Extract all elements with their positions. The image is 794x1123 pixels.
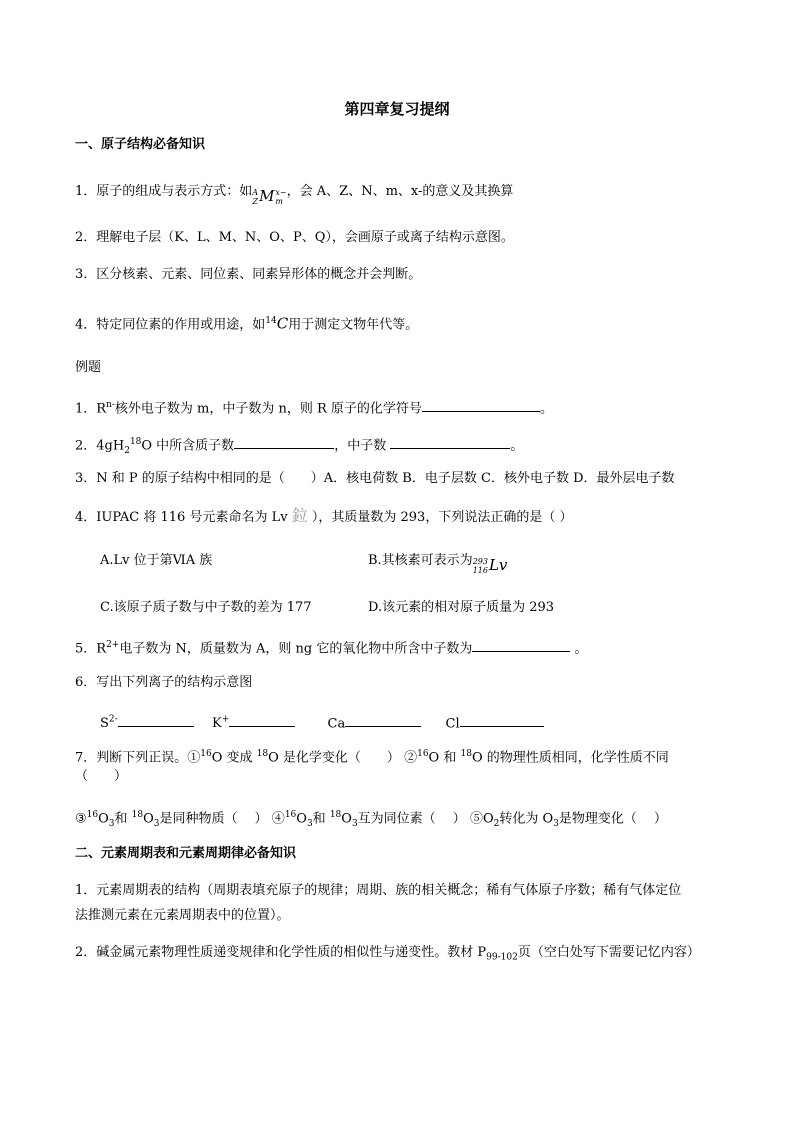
q5-end: 。 — [570, 641, 588, 657]
item1-post: ，会 A、Z、N、m、x-的意义及其换算 — [286, 184, 514, 199]
lv-atomic-number: 116 — [472, 566, 488, 575]
q7-circled-1: ① — [187, 750, 201, 766]
section2-heading: 二、元素周期表和元素周期律必备知识 — [75, 846, 297, 861]
example-q7-line1 — [75, 745, 734, 767]
examples-label: 例题 — [75, 360, 102, 375]
q7-t1: O 变成 — [211, 750, 257, 766]
item2-post: 页（空白处写下需要记忆内容） — [517, 945, 700, 960]
q7-t2: O 和 — [428, 750, 461, 766]
lv-mass: 293 — [472, 557, 488, 566]
ion-cl-label: Cl — [445, 716, 460, 732]
q7-s2b: 18 — [460, 749, 472, 759]
ion-s-blank[interactable] — [118, 713, 194, 727]
item2-pre: 2．碱金属元素物理性质递变规律和化学性质的相似性与递变性。教材 P — [75, 945, 487, 960]
q7-t5c: 是物理变化（ ） — [558, 811, 668, 827]
q7-s4s: 3 — [306, 818, 313, 829]
q7-s1b: 18 — [256, 749, 269, 759]
q7-t3b: 和 — [114, 811, 132, 827]
ion-ca-label: Ca — [327, 716, 346, 732]
example-q3: 3．N 和 P 的原子结构中相同的是（ ）A．核电荷数 B．电子层数 C．核外电子数 D．最外层电子数 — [75, 471, 675, 486]
q7-circled-2: ② — [404, 750, 418, 766]
example-q7-line3 — [75, 806, 734, 833]
q7-circled-5: ⑤ — [469, 811, 483, 827]
element-symbol: M — [259, 187, 275, 205]
section1-item1 — [75, 183, 734, 206]
example-q1 — [75, 396, 734, 418]
ion-s — [100, 716, 118, 731]
q1-pre: 1．R — [75, 401, 107, 417]
q2-sup: 18 — [129, 437, 142, 447]
atom-count: m — [275, 197, 284, 206]
q4-pre: 4．IUPAC 将 116 号元素命名为 Lv — [75, 510, 288, 525]
q2-neutron-blank[interactable] — [390, 435, 510, 449]
example-q4 — [75, 507, 734, 527]
q7-t2b: O 的物理性质相同，化学性质不同 — [471, 750, 669, 766]
q7-s4s2: 3 — [351, 818, 358, 829]
charge: x− — [275, 188, 287, 197]
section1-item4 — [75, 312, 734, 334]
q7-s3b: 18 — [131, 810, 144, 820]
q5-answer-blank[interactable] — [472, 638, 570, 652]
item4-text: 4．特定同位素的作用或用途，如 — [75, 317, 266, 333]
q4-option-a: A.Lv 位于第ⅥA 族 — [100, 553, 213, 568]
section2-item2 — [75, 944, 734, 967]
nuclide-formula — [252, 187, 286, 206]
example-q2 — [75, 433, 734, 460]
q5-pre: 5．R — [75, 641, 107, 657]
ion-k-label: K — [211, 716, 222, 732]
q7-t3: O — [98, 811, 109, 827]
q4-option-b — [368, 552, 734, 575]
ion-k-charge: + — [221, 715, 230, 725]
q7-circled-3: ③ — [75, 811, 87, 827]
q7-t3c: O — [143, 811, 154, 827]
q1-text: 核外电子数为 m，中子数为 n，则 R 原子的化学符号 — [114, 401, 422, 417]
section1-item2: 2．理解电子层（K、L、M、N、O、P、Q），会画原子或离子结构示意图。 — [75, 230, 514, 245]
item1-text: 1．原子的组成与表示方式：如 — [75, 184, 253, 199]
q4-post: ），其质量数为 293，下列说法正确的是（ ） — [311, 510, 573, 525]
q1-answer-blank[interactable] — [422, 398, 540, 412]
lv-character: 鉝 — [291, 506, 308, 525]
q7-t5b: 转化为 O — [499, 811, 554, 827]
c14-symbol: C — [276, 314, 289, 333]
q7-s3s: 3 — [108, 818, 115, 829]
q7-t5: O — [482, 811, 494, 827]
q7-t4: O — [296, 811, 307, 827]
q2-sub: 2 — [124, 445, 130, 456]
section1-item3: 3．区分核素、元素、同位素、同素异形体的概念并会判断。 — [75, 267, 422, 282]
atomic-number: Z — [252, 197, 259, 206]
q7-s5s: 2 — [493, 818, 500, 829]
q1-sup: n- — [106, 400, 115, 410]
lv-nuclide — [473, 556, 508, 575]
section1-heading: 一、原子结构必备知识 — [75, 137, 206, 152]
c14-mass: 14 — [265, 316, 277, 326]
example-q5 — [75, 636, 734, 658]
q2-mid2: ，中子数 — [334, 438, 391, 454]
page-title: 第四章复习提纲 — [344, 100, 450, 118]
q2-proton-blank[interactable] — [234, 435, 334, 449]
q7-s3s2: 3 — [153, 818, 160, 829]
ion-ca-blank[interactable] — [345, 713, 421, 727]
q7-s2a: 16 — [417, 749, 429, 759]
q2-mid: O 中所含质子数 — [141, 438, 235, 454]
example-q7-line2: （ ） — [75, 769, 128, 784]
q5-sup: 2+ — [106, 640, 120, 650]
q7-pre: 7．判断下列正误。 — [75, 750, 188, 766]
q7-t1b: O 是化学变化（ ） — [268, 750, 400, 766]
ion-s-charge: 2- — [108, 715, 118, 725]
q7-t4c: O — [341, 811, 352, 827]
lv-symbol: Lv — [488, 556, 508, 574]
ion-k-blank[interactable] — [229, 713, 295, 727]
q2-pre: 2．4gH — [75, 438, 125, 454]
q7-s3a: 16 — [86, 810, 99, 820]
q4-option-c: C.该原子质子数与中子数的差为 177 — [100, 600, 312, 615]
q7-s5s2: 3 — [553, 818, 559, 829]
section2-item1-line1: 1．元素周期表的结构（周期表填充原子的规律；周期、族的相关概念；稀有气体原子序数；稀有气体定位 — [75, 883, 682, 898]
section2-item1-line2: 法推测元素在元素周期表中的位置）。 — [75, 908, 290, 923]
example-q6: 6．写出下列离子的结构示意图 — [75, 675, 253, 690]
q7-t4d: 互为同位素（ ） — [357, 811, 466, 827]
ion-s-label: S — [100, 716, 109, 732]
q7-t3d: 是同种物质（ ） — [159, 811, 268, 827]
q7-s4b: 18 — [329, 810, 342, 820]
q7-t4b: 和 — [312, 811, 330, 827]
q6-ion-list — [100, 711, 734, 733]
page-range: 99-102 — [486, 952, 518, 963]
q7-s4a: 16 — [284, 810, 297, 820]
q1-end: 。 — [539, 401, 553, 417]
ion-cl-blank[interactable] — [460, 713, 544, 727]
option-b-text: B.其核素可表示为 — [368, 553, 473, 568]
mass-number: A — [252, 188, 259, 197]
q4-option-d: D.该元素的相对原子质量为 293 — [368, 600, 555, 615]
q7-circled-4: ④ — [271, 811, 285, 827]
q2-end: 。 — [510, 438, 524, 454]
item4-post: 用于测定文物年代等。 — [288, 317, 419, 333]
q5-text: 电子数为 N，质量数为 A，则 ng 它的氧化物中所含中子数为 — [119, 641, 473, 657]
ion-k — [212, 716, 229, 731]
q7-s1a: 16 — [200, 749, 212, 759]
